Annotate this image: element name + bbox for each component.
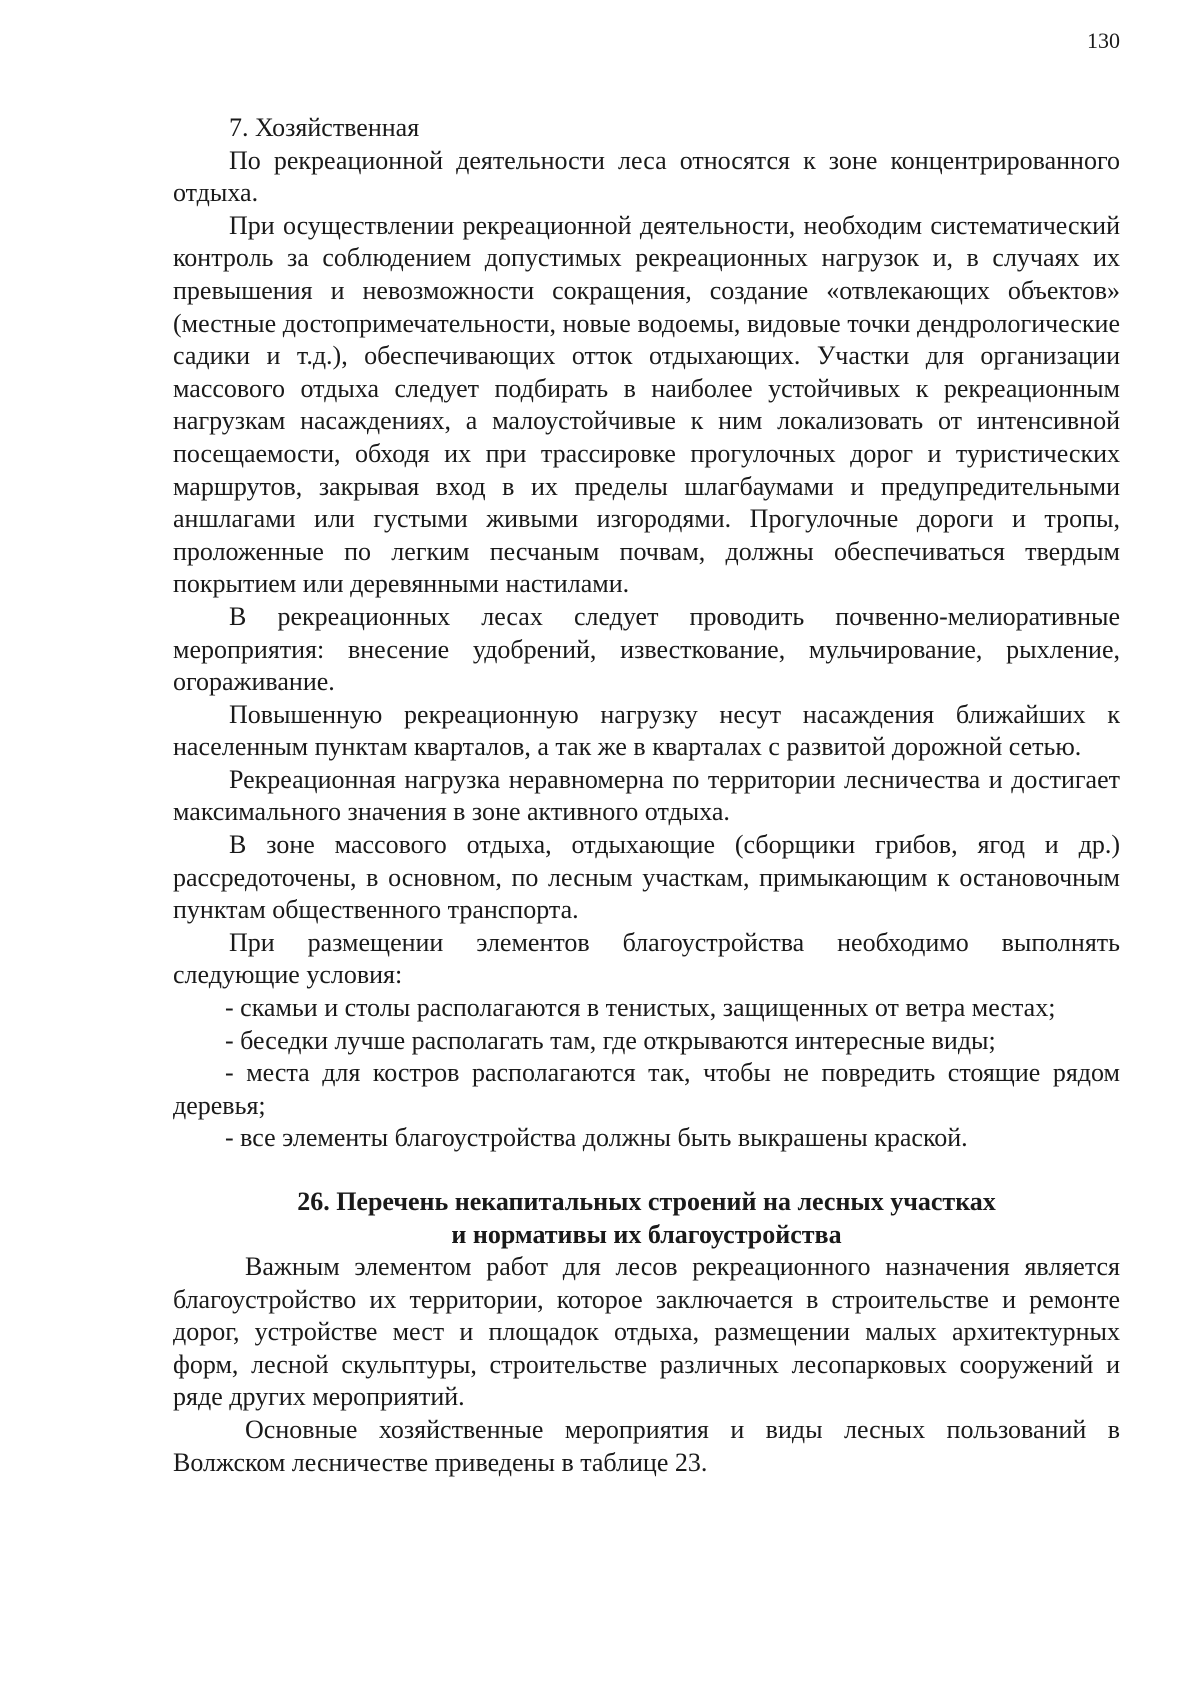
subsection-heading: 7. Хозяйственная <box>229 113 420 142</box>
condition-item: - беседки лучше располагать там, где открываются интересные виды; <box>225 1025 996 1055</box>
paragraph: По рекреационной деятельности леса относятся к зоне концентрированного отдыха. <box>173 145 1120 208</box>
paragraph: При размещении элементов благоустройства необходимо выполнять следующие условия: <box>173 927 1120 990</box>
condition-item: - скамьи и столы располагаются в тенистых, защищенных от ветра местах; <box>225 993 1056 1023</box>
paragraph: При осуществлении рекреационной деятельности, необходим систематический контроль за соблюдением допустимых рекреационных нагрузок и, в случаях их превышения и невозможности сокращения, создание «отвлекающих объектов» (местные достопримечательности, новые водоемы, видовые точки дендрологические садики и т.д.), обеспечивающих отток отдыхающих. Участки для организации массового отдыха следует подбирать в наиболее устойчивых к рекреационным нагрузкам насаждениях, а малоустойчивые к ним локализовать от интенсивной посещаемости, обходя их при трассировке прогулочных дорог и туристических маршрутов, закрывая вход в их пределы шлагбаумами и предупредительными аншлагами или густыми живыми изгородями. Прогулочные дороги и тропы, проложенные по легким песчаным почвам, должны обеспечиваться твердым покрытием или деревянными настилами. <box>173 210 1120 599</box>
paragraph: Основные хозяйственные мероприятия и виды лесных пользований в Волжском лесничестве приведены в таблице 23. <box>173 1414 1120 1477</box>
section-title-line: и нормативы их благоустройства <box>451 1220 842 1249</box>
condition-item: - все элементы благоустройства должны быть выкрашены краской. <box>225 1123 968 1153</box>
condition-item: - места для костров располагаются так, чтобы не повредить стоящие рядом деревья; <box>173 1058 1120 1120</box>
paragraph: В зоне массового отдыха, отдыхающие (сборщики грибов, ягод и др.) рассредоточены, в основном, по лесным участкам, примыкающим к остановочным пунктам общественного транспорта. <box>173 830 1120 925</box>
paragraph: Рекреационная нагрузка неравномерна по территории лесничества и достигает максимального значения в зоне активного отдыха. <box>173 764 1120 827</box>
section-title-line: 26. Перечень некапитальных строений на лесных участках <box>297 1187 996 1216</box>
paragraph: Повышенную рекреационную нагрузку несут насаждения ближайших к населенным пунктам кварталов, а так же в кварталах с развитой дорожной сетью. <box>173 699 1120 762</box>
document-body <box>173 112 1120 1479</box>
section-title <box>173 1185 1120 1251</box>
page-number: 130 <box>1087 28 1120 53</box>
paragraph: В рекреационных лесах следует проводить почвенно-мелиоративные мероприятия: внесение удобрений, известкование, мульчирование, рыхление, огораживание. <box>173 601 1120 697</box>
paragraph: Важным элементом работ для лесов рекреационного назначения является благоустройство их территории, которое заключается в строительстве и ремонте дорог, устройстве мест и площадок отдыха, размещении малых архитектурных форм, лесной скульптуры, строительстве различных лесопарковых сооружений и ряде других мероприятий. <box>173 1252 1120 1412</box>
